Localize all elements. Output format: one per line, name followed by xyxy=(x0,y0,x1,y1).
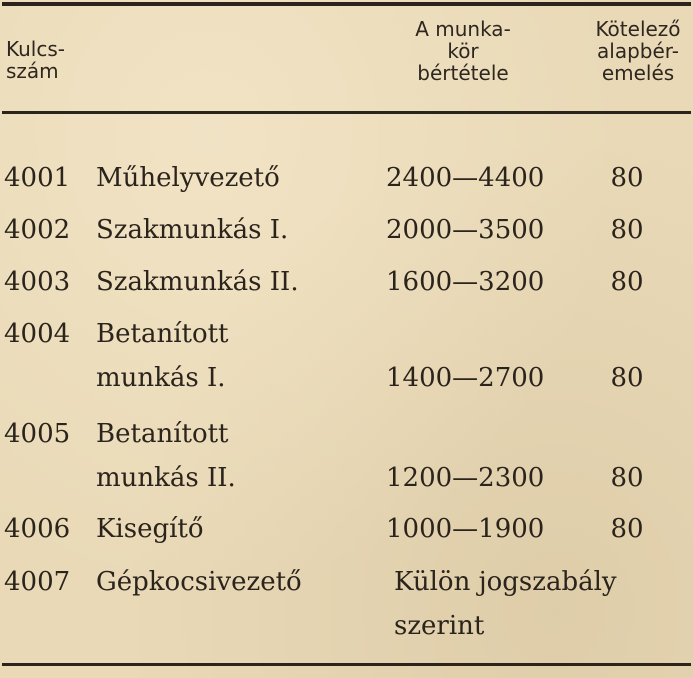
table-bottom-rule xyxy=(2,663,691,666)
row-wage-rate-line: szerint xyxy=(394,611,485,641)
row-wage-rate xyxy=(386,260,544,304)
row-wage-rate xyxy=(386,156,544,200)
row-raise: 80 xyxy=(610,163,644,193)
row-wage-rate-line: 1000—1900 xyxy=(386,514,545,544)
header-wage-rate-line: bértétele xyxy=(417,61,509,85)
row-job-title xyxy=(96,560,302,604)
row-wage-rate xyxy=(386,507,544,551)
row-wage-rate xyxy=(386,456,544,500)
header-key-number-line: szám xyxy=(6,59,59,83)
header-wage-rate-line: kör xyxy=(447,39,479,63)
row-code: 4001 xyxy=(4,163,71,193)
row-wage-rate xyxy=(386,356,544,400)
header-mandatory-raise xyxy=(586,18,690,84)
row-code: 4007 xyxy=(4,567,71,597)
header-mandatory-raise-line: Kötelező xyxy=(595,17,681,41)
row-job-title xyxy=(96,412,236,500)
row-job-title-line: munkás II. xyxy=(96,463,236,493)
row-job-title-line: Műhelyvezető xyxy=(96,163,280,193)
row-wage-rate xyxy=(394,560,617,648)
row-code: 4003 xyxy=(4,267,71,297)
row-code: 4005 xyxy=(4,419,71,449)
row-raise: 80 xyxy=(610,215,644,245)
row-job-title-line: Szakmunkás I. xyxy=(96,215,289,245)
header-key-number-line: Kulcs- xyxy=(6,37,65,61)
row-job-title xyxy=(96,312,229,400)
header-mandatory-raise-line: alapbér- xyxy=(597,39,679,63)
row-job-title-line: Gépkocsivezető xyxy=(96,567,302,597)
row-wage-rate xyxy=(386,208,544,252)
row-job-title xyxy=(96,156,280,200)
header-key-number xyxy=(6,38,65,82)
row-raise: 80 xyxy=(610,514,644,544)
row-raise: 80 xyxy=(610,267,644,297)
row-job-title-line: munkás I. xyxy=(96,363,226,393)
row-raise: 80 xyxy=(610,363,644,393)
row-job-title-line: Betanított xyxy=(96,319,229,349)
header-wage-rate-line: A munka- xyxy=(415,17,511,41)
row-job-title xyxy=(96,208,288,252)
header-mandatory-raise-line: emelés xyxy=(601,61,675,85)
header-bottom-rule xyxy=(2,111,691,114)
row-code: 4002 xyxy=(4,215,71,245)
row-code: 4006 xyxy=(4,514,71,544)
row-wage-rate-line: Külön jogszabály xyxy=(394,567,617,597)
row-raise: 80 xyxy=(610,463,644,493)
row-job-title-line: Betanított xyxy=(96,419,229,449)
row-job-title-line: Kisegítő xyxy=(96,514,204,544)
header-wage-rate xyxy=(395,18,531,84)
row-job-title-line: Szakmunkás II. xyxy=(96,267,299,297)
row-wage-rate-line: 2400—4400 xyxy=(386,163,545,193)
row-job-title xyxy=(96,260,299,304)
row-wage-rate-line: 1600—3200 xyxy=(386,267,545,297)
table-top-rule xyxy=(2,2,691,6)
row-code: 4004 xyxy=(4,319,71,349)
row-wage-rate-line: 1200—2300 xyxy=(386,463,545,493)
row-wage-rate-line: 1400—2700 xyxy=(386,363,545,393)
row-job-title xyxy=(96,507,204,551)
row-wage-rate-line: 2000—3500 xyxy=(386,215,545,245)
